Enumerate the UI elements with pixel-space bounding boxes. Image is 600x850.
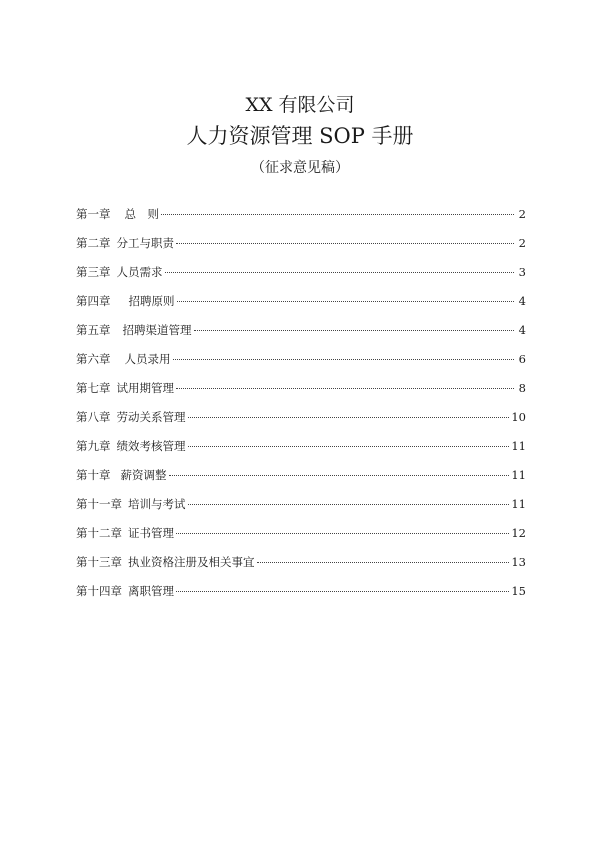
toc-page: 13	[511, 555, 526, 569]
toc-page: 4	[518, 323, 526, 337]
toc-leader	[257, 562, 510, 563]
toc-page: 11	[511, 439, 526, 453]
toc-title: 绩效考核管理	[116, 439, 186, 453]
toc-chapter: 第二章	[76, 236, 111, 250]
toc-title: 招聘渠道管理	[122, 323, 192, 337]
toc-leader	[169, 475, 510, 476]
toc-title: 招聘原则	[128, 294, 175, 308]
toc-chapter: 第四章	[76, 294, 111, 308]
toc-chapter: 第十一章	[76, 497, 122, 511]
toc-page: 3	[518, 265, 526, 279]
toc-entry[interactable]	[76, 496, 526, 525]
toc-entry[interactable]	[76, 525, 526, 554]
toc-entry[interactable]	[76, 380, 526, 409]
toc-leader	[188, 446, 510, 447]
toc-title: 培训与考试	[128, 497, 186, 511]
toc-chapter: 第六章	[76, 352, 111, 366]
toc-page: 11	[511, 468, 526, 482]
toc-leader	[194, 330, 515, 331]
toc-leader	[165, 272, 515, 273]
toc-title: 离职管理	[128, 584, 174, 598]
toc-entry[interactable]	[76, 235, 526, 264]
table-of-contents	[76, 206, 526, 612]
toc-leader	[176, 243, 514, 244]
toc-page: 10	[511, 410, 526, 424]
toc-title: 总 则	[124, 207, 159, 221]
toc-entry[interactable]	[76, 322, 526, 351]
toc-chapter: 第十章	[76, 468, 111, 482]
toc-page: 11	[511, 497, 526, 511]
toc-entry[interactable]	[76, 554, 526, 583]
toc-chapter: 第一章	[76, 207, 111, 221]
toc-chapter: 第七章	[76, 381, 111, 395]
toc-entry[interactable]	[76, 467, 526, 496]
toc-title: 证书管理	[128, 526, 174, 540]
toc-leader	[188, 504, 510, 505]
toc-entry[interactable]	[76, 293, 526, 322]
toc-title: 人员需求	[116, 265, 163, 279]
toc-title: 试用期管理	[116, 381, 174, 395]
toc-chapter: 第九章	[76, 439, 111, 453]
toc-leader	[176, 591, 509, 592]
toc-page: 15	[511, 584, 526, 598]
toc-entry[interactable]	[76, 206, 526, 235]
toc-chapter: 第三章	[76, 265, 111, 279]
toc-chapter: 第十三章	[76, 555, 122, 569]
toc-page: 8	[518, 381, 526, 395]
toc-chapter: 第十四章	[76, 584, 122, 598]
toc-leader	[177, 301, 515, 302]
toc-chapter: 第八章	[76, 410, 111, 424]
toc-title: 劳动关系管理	[116, 410, 186, 424]
toc-leader	[176, 533, 509, 534]
toc-title: 人员录用	[124, 352, 171, 366]
toc-page: 2	[518, 236, 526, 250]
toc-entry[interactable]	[76, 351, 526, 380]
toc-leader	[176, 388, 514, 389]
toc-leader	[161, 214, 514, 215]
toc-page: 12	[511, 526, 526, 540]
company-name: XX 有限公司	[245, 94, 355, 116]
toc-page: 2	[518, 207, 526, 221]
toc-page: 4	[518, 294, 526, 308]
document-title: 人力资源管理 SOP 手册	[186, 124, 414, 148]
toc-entry[interactable]	[76, 264, 526, 293]
toc-page: 6	[518, 352, 526, 366]
toc-chapter: 第五章	[76, 323, 111, 337]
toc-entry[interactable]	[76, 583, 526, 612]
document-subtitle: （征求意见稿）	[251, 160, 349, 176]
toc-entry[interactable]	[76, 409, 526, 438]
toc-chapter: 第十二章	[76, 526, 122, 540]
toc-title: 薪资调整	[120, 468, 167, 482]
toc-leader	[173, 359, 515, 360]
toc-entry[interactable]	[76, 438, 526, 467]
toc-title: 执业资格注册及相关事宜	[128, 555, 255, 569]
toc-title: 分工与职责	[116, 236, 174, 250]
toc-leader	[188, 417, 510, 418]
